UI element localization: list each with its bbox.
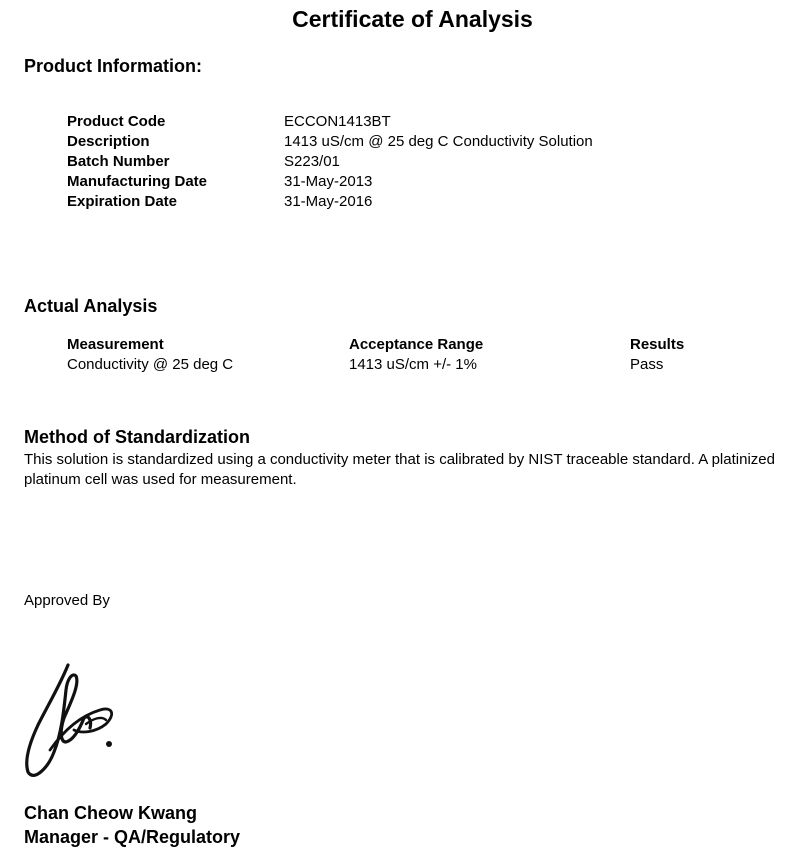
description-label: Description <box>67 133 150 150</box>
batch-number-label: Batch Number <box>67 153 170 170</box>
signatory-title: Manager - QA/Regulatory <box>24 827 241 847</box>
method-heading: Method of Standardization <box>24 427 250 447</box>
product-code-label: Product Code <box>67 113 166 130</box>
signatory-name: Chan Cheow Kwang <box>24 803 198 823</box>
method-text: This solution is standardized using a conductivity meter that is calibrated by NIST traceable standard. A platinized platinum cell was used for measurement. <box>24 451 775 488</box>
product-info-heading: Product Information: <box>24 56 202 76</box>
manufacturing-date-value: 31-May-2013 <box>284 173 373 190</box>
actual-analysis-heading: Actual Analysis <box>24 296 158 316</box>
approved-by-label: Approved By <box>24 592 110 609</box>
measurement-header: Measurement <box>67 336 164 353</box>
results-value: Pass <box>630 356 664 373</box>
page-title: Certificate of Analysis <box>292 6 533 32</box>
acceptance-range-value: 1413 uS/cm +/- 1% <box>349 356 477 373</box>
expiration-date-value: 31-May-2016 <box>284 193 373 210</box>
signature-image <box>20 660 130 785</box>
product-code-value: ECCON1413BT <box>284 113 391 130</box>
expiration-date-label: Expiration Date <box>67 193 178 210</box>
batch-number-value: S223/01 <box>284 153 340 170</box>
description-value: 1413 uS/cm @ 25 deg C Conductivity Solution <box>284 133 593 150</box>
acceptance-range-header: Acceptance Range <box>349 336 484 353</box>
results-header: Results <box>630 336 685 353</box>
manufacturing-date-label: Manufacturing Date <box>67 173 208 190</box>
measurement-value: Conductivity @ 25 deg C <box>67 356 234 373</box>
